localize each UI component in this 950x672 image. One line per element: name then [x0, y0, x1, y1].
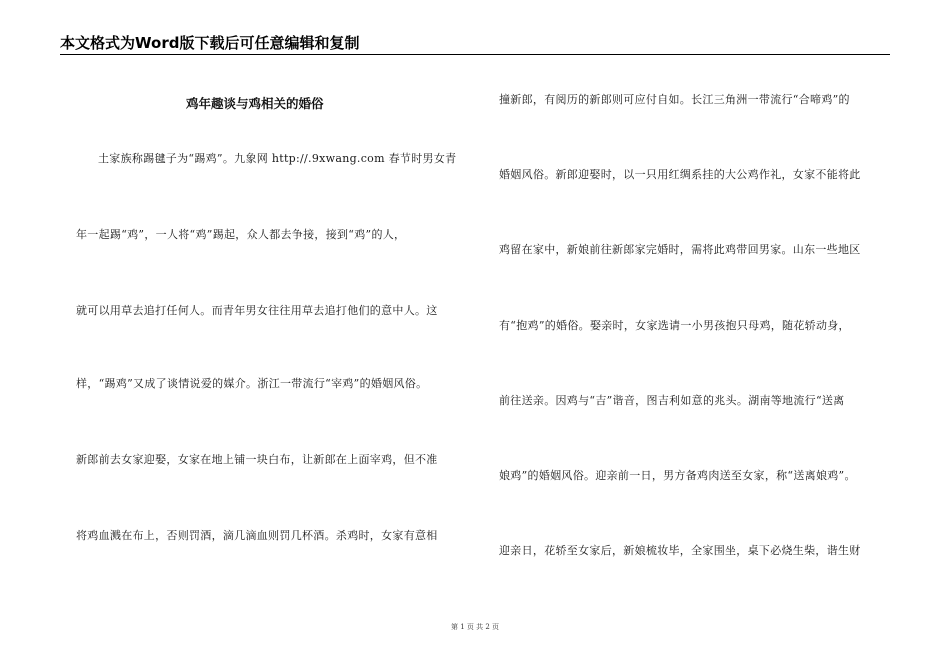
page-number: 第 1 页 共 2 页 — [450, 623, 500, 631]
text-line: 迎亲日，花轿至女家后，新娘梳妆毕，全家围坐，桌下必烧生柴，谐生财 — [499, 544, 861, 557]
text-line: 就可以用草去追打任何人。而青年男女往往用草去追打他们的意中人。这 — [76, 304, 438, 317]
text-line: 娘鸡”的婚姻风俗。迎亲前一日，男方备鸡肉送至女家，称“送离娘鸡”。 — [499, 469, 856, 482]
document-header: 本文格式为Word版下载后可任意编辑和复制 — [60, 34, 360, 52]
text-line: 样，“踢鸡”又成了谈情说爱的媒介。浙江一带流行“宰鸡”的婚姻风俗。 — [76, 377, 428, 390]
text-line: 鸡留在家中，新娘前往新郎家完婚时，需将此鸡带回男家。山东一些地区 — [499, 243, 861, 256]
text-line: 撞新郎，有阅历的新郎则可应付自如。长江三角洲一带流行“合啼鸡”的 — [499, 93, 850, 106]
text-line: 土家族称踢毽子为“踢鸡”。九象网 http://.9xwang.com 春节时男女青 — [98, 152, 457, 165]
text-line: 年一起踢“鸡”，一人将“鸡”踢起，众人都去争接，接到“鸡”的人， — [76, 228, 406, 241]
text-line: 前往送亲。因鸡与“吉”谐音，图吉利如意的兆头。湖南等地流行“送离 — [499, 394, 845, 407]
text-line: 将鸡血溅在布上，否则罚酒，滴几滴血则罚几杯酒。杀鸡时，女家有意相 — [76, 529, 438, 542]
header-divider — [60, 54, 890, 55]
text-line: 婚姻风俗。新郎迎娶时，以一只用红绸系挂的大公鸡作礼，女家不能将此 — [499, 168, 861, 181]
text-line: 新郎前去女家迎娶，女家在地上铺一块白布，让新郎在上面宰鸡，但不准 — [76, 453, 438, 466]
document-title: 鸡年趣谈与鸡相关的婚俗 — [186, 96, 324, 111]
text-line: 有“抱鸡”的婚俗。娶亲时，女家选请一小男孩抱只母鸡，随花轿动身， — [499, 319, 850, 332]
